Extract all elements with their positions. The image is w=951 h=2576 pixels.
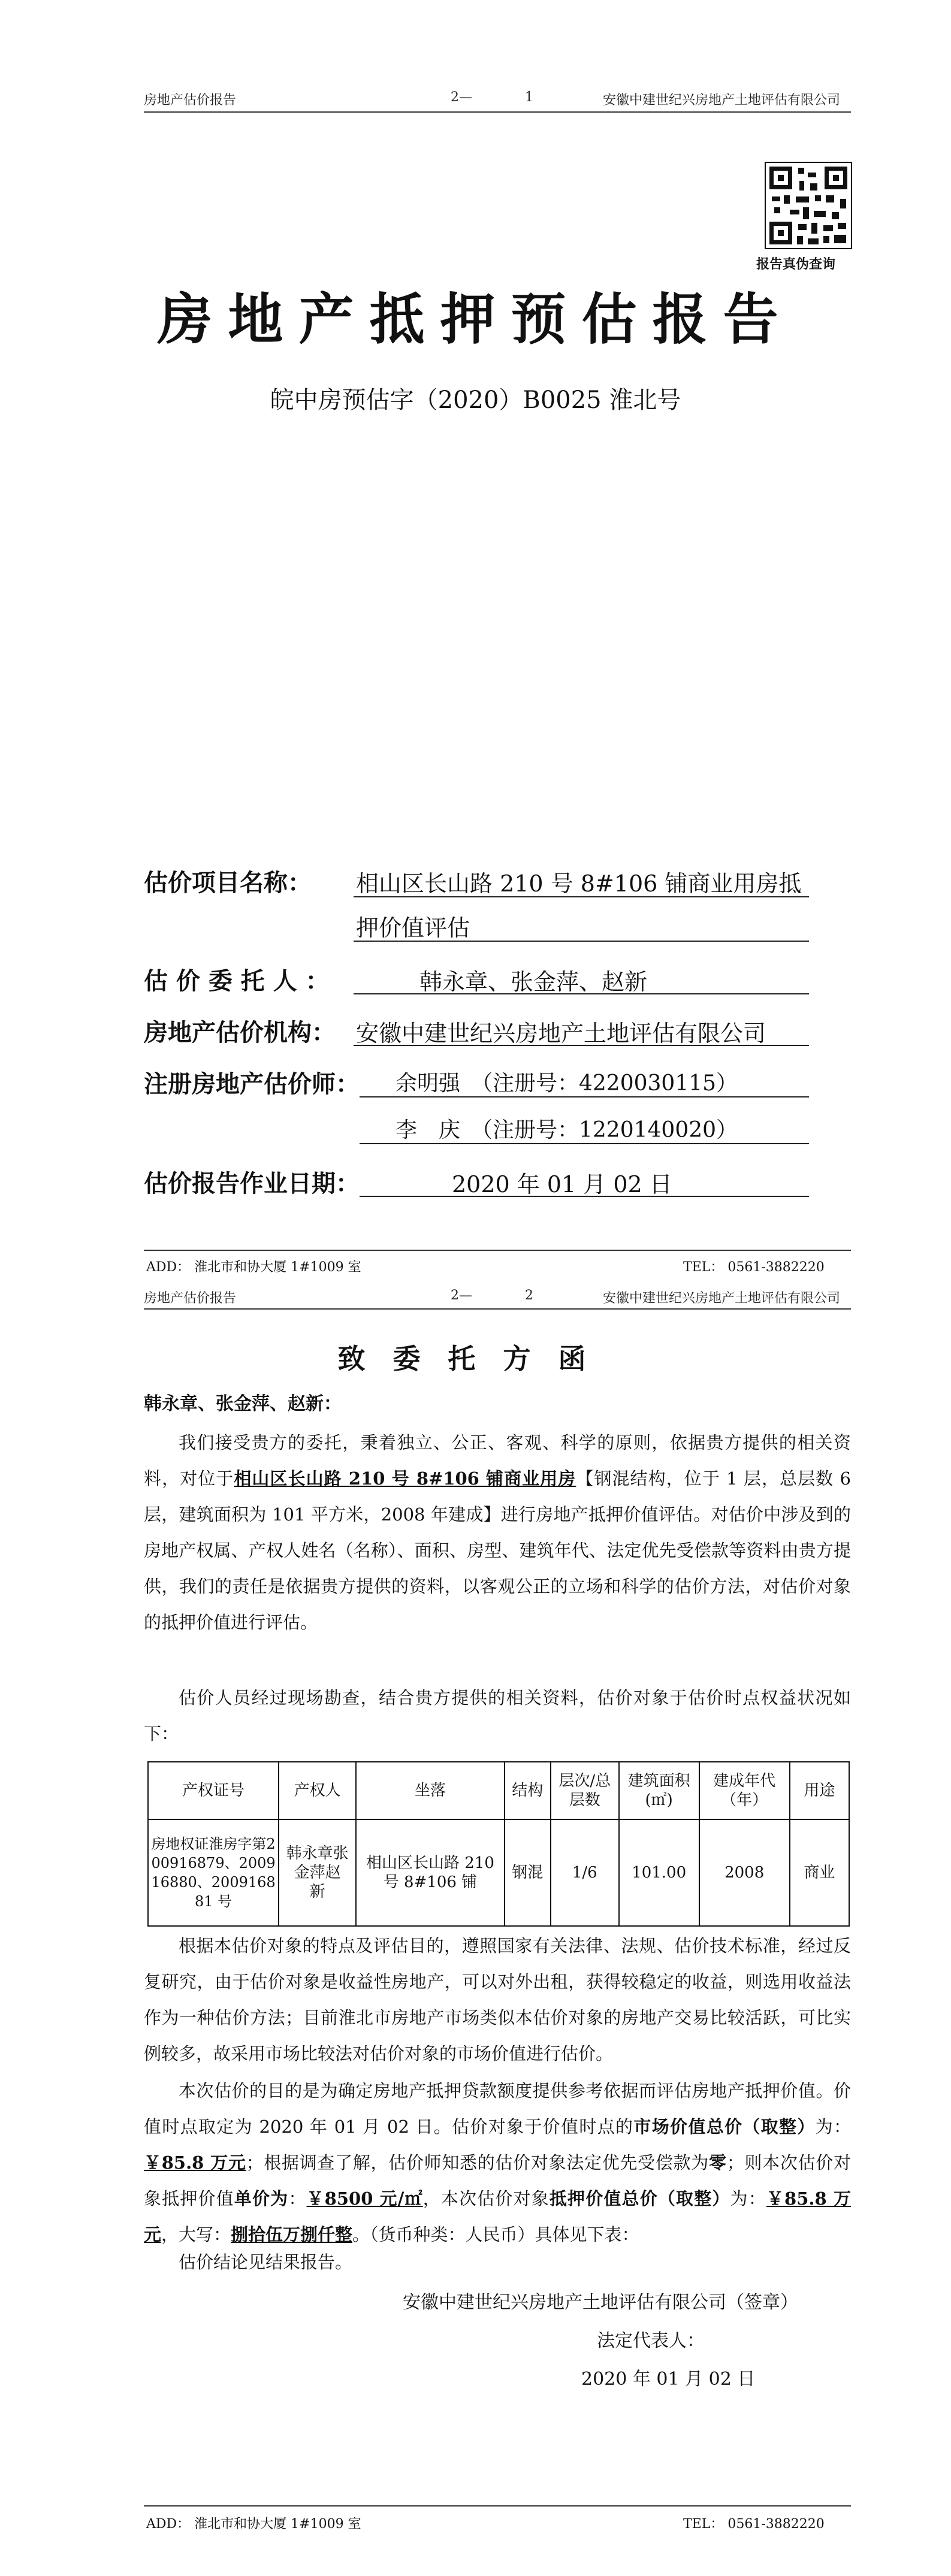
- footer-tel: TEL： 0561-3882220: [683, 1260, 825, 1275]
- report-date-underline: [360, 1196, 809, 1197]
- cell-use: 商业: [790, 1819, 849, 1926]
- col-header-cert: 产权证号: [148, 1762, 279, 1819]
- footer-tel-p2: TEL： 0561-3882220: [683, 2517, 825, 2532]
- letter-paragraph-1: 我们接受贵方的委托，秉着独立、公正、客观、科学的原则，依据贵方提供的相关资料，对位于相山区长山路 210 号 8#106 铺商业用房【钢混结构，位于 1 层，总层数 6 层，建筑面积为 101 平方米，2008 年建成】进行房地产抵押价值评估。对估价中涉及到的房地产权属、产权人姓名（名称）、面积、房型、建筑年代、法定优先受偿款等资料由贵方提供，我们的责任是依据贵方提供的资料，以客观公正的立场和科学的估价方法，对估价对象的抵押价值进行评估。: [144, 1432, 851, 1632]
- appraiser-underline-2: [360, 1143, 809, 1144]
- letter-salutation: 韩永章、张金萍、赵新：: [144, 1393, 342, 1414]
- report-date-label: 估价报告作业日期：: [144, 1169, 360, 1198]
- col-header-owner: 产权人: [279, 1762, 356, 1819]
- cell-area: 101.00: [619, 1819, 699, 1926]
- header-left-p2: 房地产估价报告: [144, 1291, 237, 1306]
- cell-structure: 钢混: [505, 1819, 551, 1926]
- agency-label: 房地产估价机构：: [144, 1018, 336, 1047]
- cell-owners: 韩永章张金萍赵 新: [279, 1819, 356, 1926]
- footer-rule: [144, 1250, 851, 1251]
- header-page-total: 2—: [451, 90, 472, 105]
- signature-representative: 法定代表人：: [597, 2330, 705, 2351]
- signature-date: 2020 年 01 月 02 日: [581, 2369, 756, 2390]
- header-page-number: 1: [525, 90, 533, 105]
- col-header-use: 用途: [790, 1762, 849, 1819]
- col-header-location: 坐落: [356, 1762, 505, 1819]
- project-name-line1: 相山区长山路 210 号 8#106 铺商业用房抵: [356, 870, 802, 897]
- footer-rule-p2: [144, 2505, 851, 2507]
- cell-cert: 房地权证淮房字第200916879、200916880、200916881 号: [148, 1819, 279, 1926]
- header-rule: [144, 111, 851, 113]
- header-company: 安徽中建世纪兴房地产土地评估有限公司: [603, 93, 841, 108]
- client-underline: [354, 993, 809, 994]
- project-name-underline-2: [354, 941, 809, 942]
- report-title: 房地产抵押预估报告: [157, 287, 794, 352]
- signature-company: 安徽中建世纪兴房地产土地评估有限公司（签章）: [403, 2292, 798, 2313]
- col-header-area: 建筑面积(㎡): [619, 1762, 699, 1819]
- property-rights-table: [147, 1761, 850, 1927]
- cell-floors: 1/6: [551, 1819, 619, 1926]
- letter-paragraph-4: 本次估价的目的是为确定房地产抵押贷款额度提供参考依据而评估房地产抵押价值。价值时点取定为 2020 年 01 月 02 日。估价对象于价值时点的市场价值总价（取整）为：￥85.8 万元；根据调查了解，估价师知悉的估价对象法定优先受偿款为零；则本次估价对象抵押价值单价为：￥8500 元/㎡，本次估价对象抵押价值总价（取整）为：￥85.8 万元，大写：捌拾伍万捌仟整。（货币种类：人民币）具体见下表：: [144, 2081, 851, 2245]
- qr-verify-label: 报告真伪查询: [756, 256, 836, 272]
- agency-value: 安徽中建世纪兴房地产土地评估有限公司: [356, 1020, 766, 1047]
- col-header-structure: 结构: [505, 1762, 551, 1819]
- table-header-row: [148, 1762, 849, 1819]
- header-rule-p2: [144, 1308, 851, 1310]
- appraiser-1: 余明强 （注册号：4220030115）: [396, 1071, 738, 1096]
- header-left: 房地产估价报告: [144, 93, 237, 108]
- report-number: 皖中房预估字（2020）B0025 淮北号: [270, 386, 681, 414]
- header-company-p2: 安徽中建世纪兴房地产土地评估有限公司: [603, 1291, 841, 1306]
- project-name-label: 估价项目名称：: [144, 869, 312, 897]
- letter-paragraph-5: 估价结论见结果报告。: [179, 2252, 353, 2272]
- col-header-year: 建成年代（年）: [699, 1762, 790, 1819]
- col-header-floors: 层次/总层数: [551, 1762, 619, 1819]
- footer-address: ADD： 淮北市和协大厦 1#1009 室: [146, 1260, 361, 1275]
- agency-underline: [354, 1045, 809, 1046]
- table-row: [148, 1819, 849, 1926]
- letter-paragraph-3: 根据本估价对象的特点及评估目的，遵照国家有关法律、法规、估价技术标准，经过反复研究，由于估价对象是收益性房地产，可以对外出租，获得较稳定的收益，则选用收益法作为一种估价方法；目前淮北市房地产市场类似本估价对象的房地产交易比较活跃，可比实例较多，故采用市场比较法对估价对象的市场价值进行估价。: [144, 1936, 851, 2064]
- letter-title: 致委托方函: [337, 1343, 614, 1375]
- header-page-number-p2: 2: [525, 1288, 533, 1303]
- footer-address-p2: ADD： 淮北市和协大厦 1#1009 室: [146, 2517, 361, 2532]
- client-value: 韩永章、张金萍、赵新: [419, 969, 648, 995]
- cell-year: 2008: [699, 1819, 790, 1926]
- appraiser-label: 注册房地产估价师：: [144, 1070, 360, 1098]
- appraiser-2: 李 庆 （注册号：1220140020）: [396, 1118, 738, 1142]
- cell-location: 相山区长山路 210 号 8#106 铺: [356, 1819, 505, 1926]
- letter-paragraph-2: 估价人员经过现场勘查，结合贵方提供的相关资料，估价对象于估价时点权益状况如下：: [144, 1688, 851, 1744]
- report-date-value: 2020 年 01 月 02 日: [452, 1171, 672, 1198]
- header-page-total-p2: 2—: [451, 1288, 472, 1303]
- project-name-line2: 押价值评估: [356, 915, 470, 941]
- qr-code-icon[interactable]: [765, 162, 852, 249]
- project-name-underline-1: [354, 896, 809, 897]
- client-label: 估 价 委 托 人 ：: [144, 967, 330, 995]
- appraiser-underline-1: [360, 1096, 809, 1097]
